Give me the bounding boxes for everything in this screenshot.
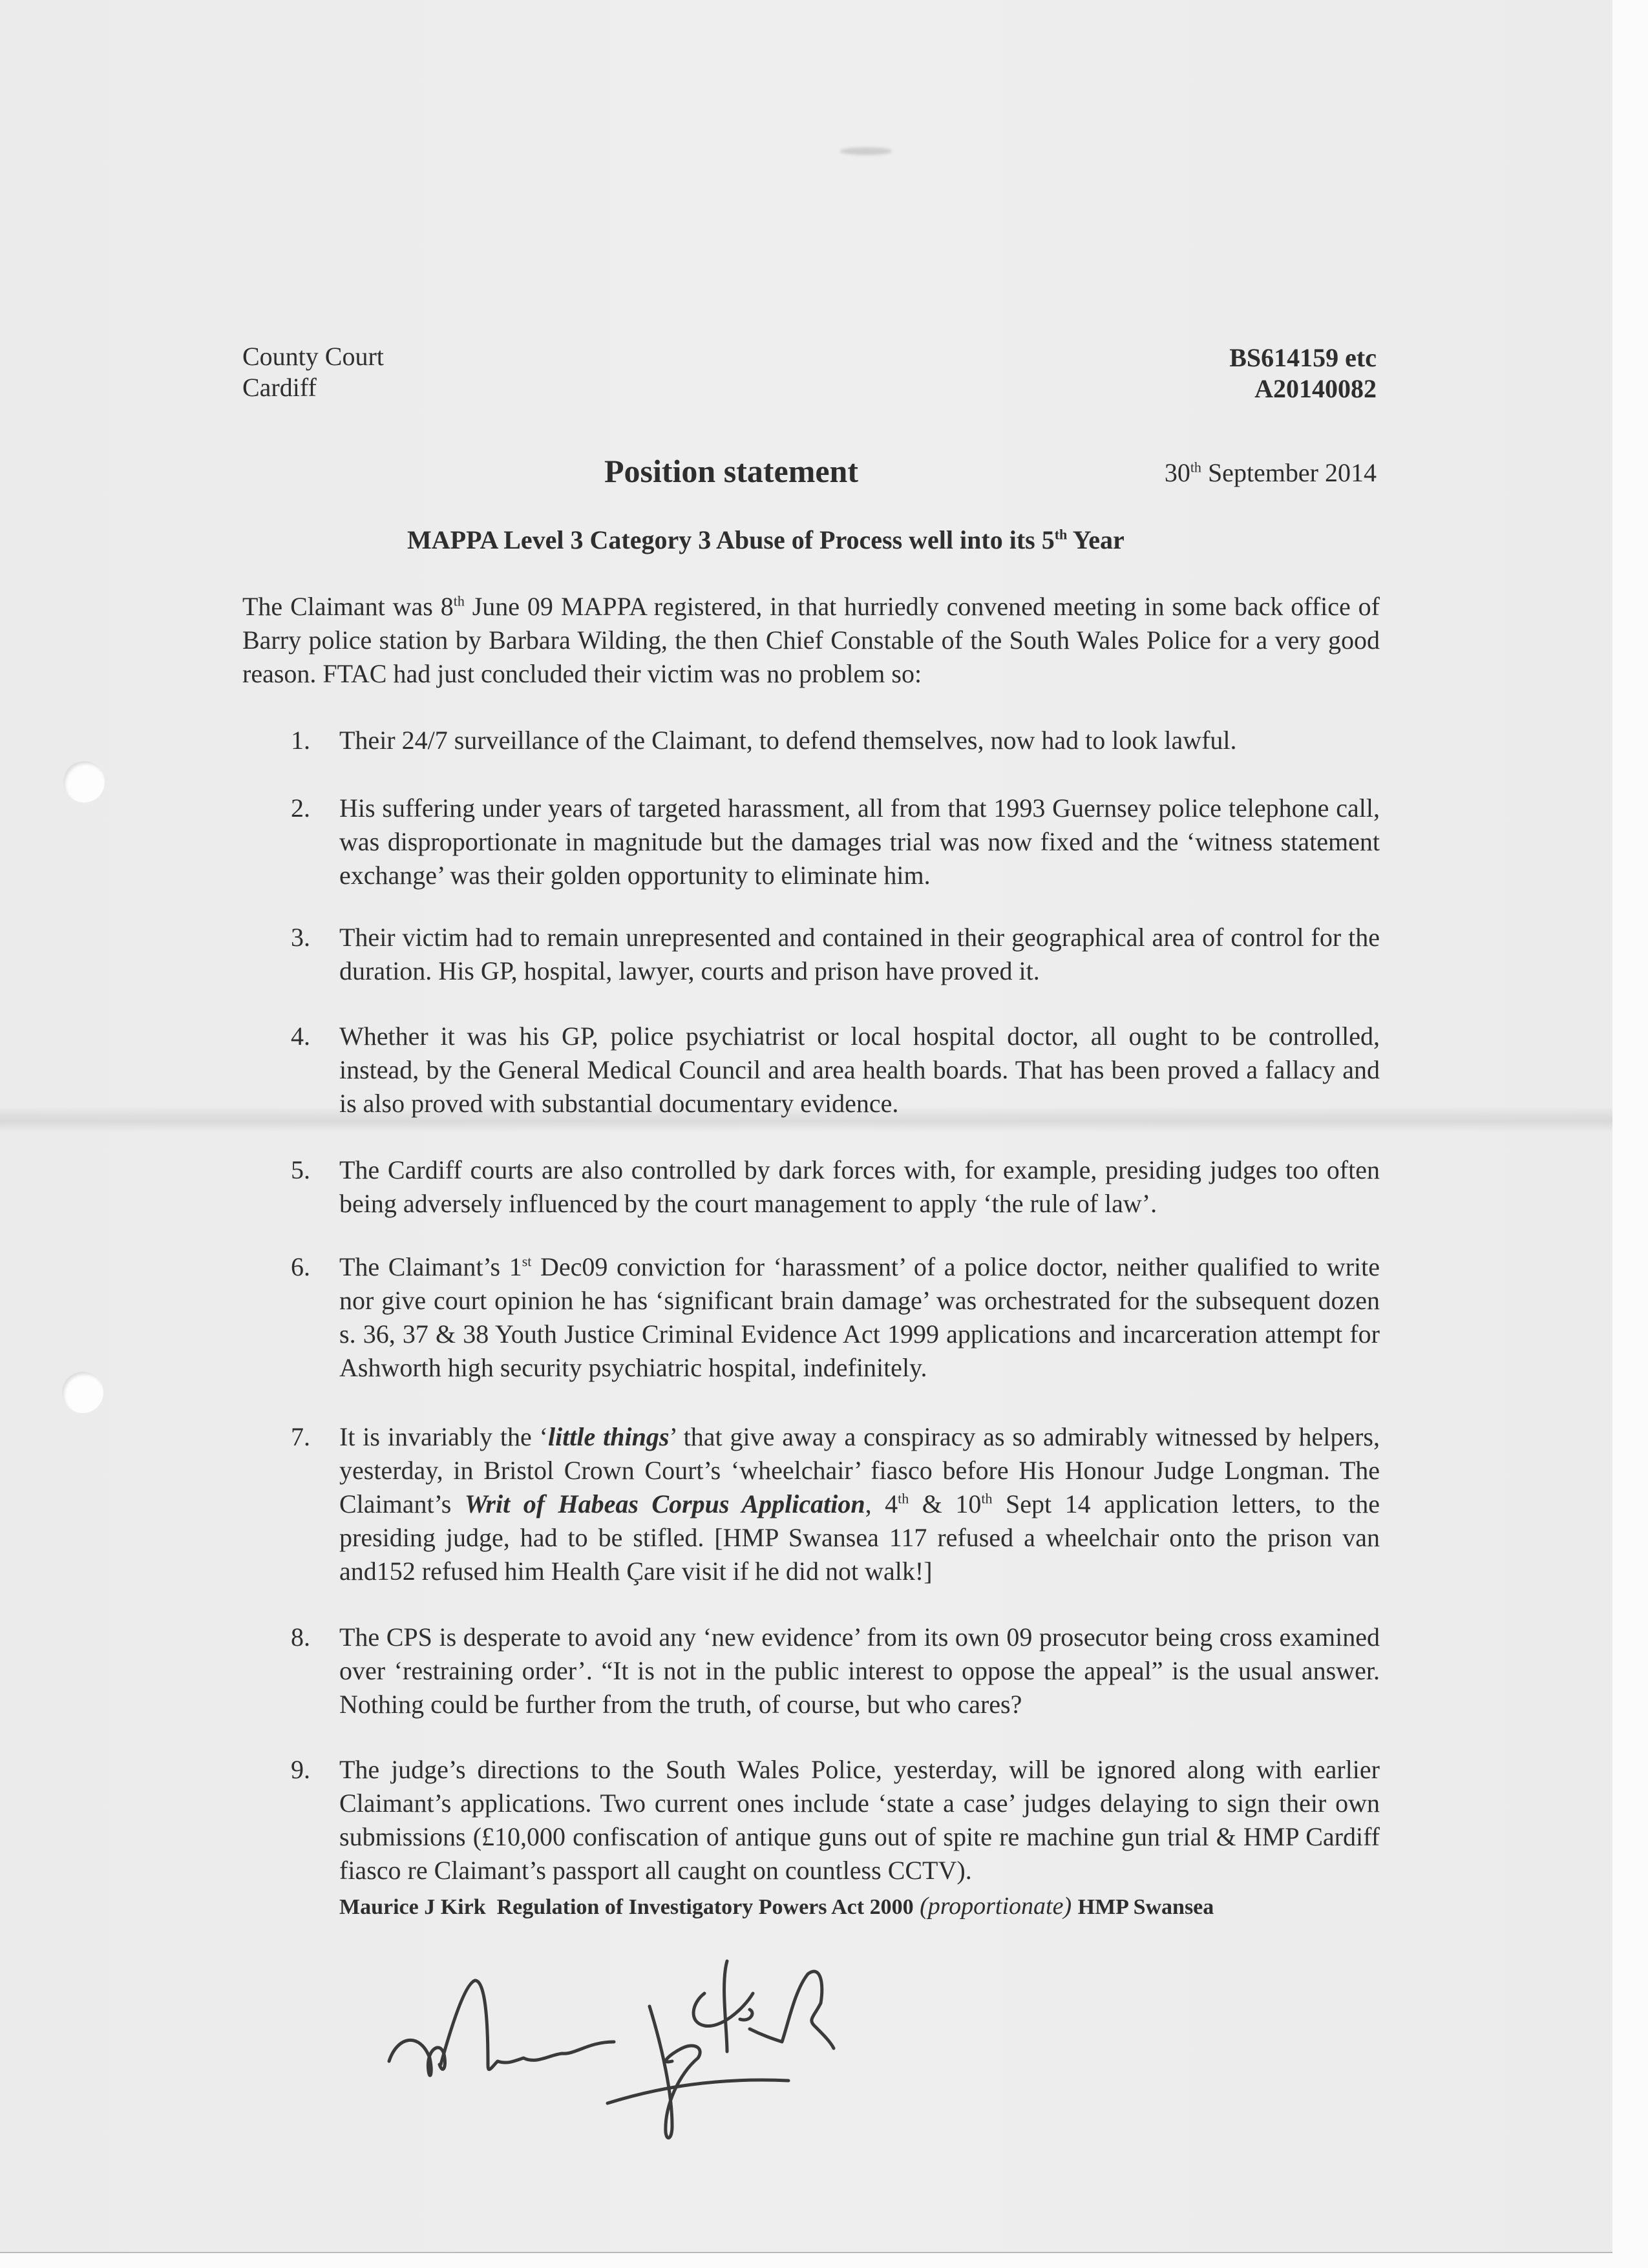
document-date: 30th September 2014: [1164, 458, 1377, 487]
smudge-mark: [840, 147, 892, 155]
case-reference-1: BS614159 etc: [1229, 343, 1377, 372]
handwritten-signature-icon: [368, 1945, 1144, 2158]
item-text: The Claimant’s 1st Dec09 conviction for ‘harassment’ of a police doctor, neither qualified to write nor give court opinion he has ‘significant brain damage’ was orchestrated for the subsequent dozen s. 36, 37 & 38 Youth Justice Criminal Evidence Act 1999 applications and incarceration attempt for Ashworth high security psychiatric hospital, indefinitely.: [339, 1252, 1380, 1382]
item-text: Their victim had to remain unrepresented and contained in their geographical area of control for the duration. His GP, hospital, lawyer, courts and prison have proved it.: [339, 923, 1380, 985]
list-item: [291, 1020, 1380, 1120]
document-title: Position statement: [604, 453, 858, 489]
case-reference-2: A20140082: [1254, 374, 1377, 403]
item-number: 5.: [291, 1155, 310, 1184]
punch-hole-icon: [63, 761, 105, 803]
intro-paragraph: The Claimant was 8th June 09 MAPPA registered, in that hurriedly convened meeting in some back office of Barry police station by Barbara Wilding, the then Chief Constable of the South Wales Police for a very good reason. FTAC had just concluded their victim was no problem so:: [242, 592, 1380, 688]
list-item: [291, 1153, 1380, 1221]
list-item: [291, 921, 1380, 988]
list-item: [291, 1753, 1380, 1887]
item-number: 8.: [291, 1622, 310, 1652]
emphasis-little-things: little things: [547, 1422, 670, 1451]
item-text: It is invariably the ‘little things’ that give away a conspiracy as so admirably witnessed by helpers, yesterday, in Bristol Crown Court’s ‘wheelchair’ fiasco before His Honour Judge Longman. The Claimant’s Writ of Habeas Corpus Application, 4th & 10th Sept 14 application letters, to the presiding judge, had to be stifled. [HMP Swansea 117 refused a wheelchair onto the prison van and152 refused him Health Çare visit if he did not walk!]: [339, 1422, 1380, 1586]
item-number: 6.: [291, 1252, 310, 1281]
list-item: [291, 1250, 1380, 1385]
list-item: [291, 724, 1380, 757]
item-text: His suffering under years of targeted harassment, all from that 1993 Guernsey police telephone call, was disproportionate in magnitude but the damages trial was now fixed and the ‘witness statement exchange’ was their golden opportunity to eliminate him.: [339, 793, 1380, 890]
item-number: 7.: [291, 1422, 310, 1451]
item-text: Whether it was his GP, police psychiatrist or local hospital doctor, all ought to be controlled, instead, by the General Medical Council and area health boards. That has been proved a fallacy and is also proved with substantial documentary evidence.: [339, 1022, 1380, 1118]
item-text: The judge’s directions to the South Wales Police, yesterday, will be ignored along with earlier Claimant’s applications. Two current ones include ‘state a case’ judges delaying to sign their own submissions (£10,000 confiscation of antique guns out of spite re machine gun trial & HMP Cardiff fiasco re Claimant’s passport all caught on countless CCTV).: [339, 1755, 1380, 1885]
item-text: The Cardiff courts are also controlled by dark forces with, for example, presiding judges too often being adversely influenced by the court management to apply ‘the rule of law’.: [339, 1155, 1380, 1218]
emphasis-writ-title: Writ of Habeas Corpus Application: [464, 1489, 865, 1518]
item-number: 2.: [291, 793, 310, 823]
court-location: Cardiff: [242, 373, 317, 402]
item-text: Their 24/7 surveillance of the Claimant, to defend themselves, now had to look lawful.: [339, 726, 1237, 755]
item-text: The CPS is desperate to avoid any ‘new evidence’ from its own 09 prosecutor being cross examined over ‘restraining order’. “It is not in the public interest to oppose the appeal” is the usual answer. Nothing could be further from the truth, of course, but who cares?: [339, 1622, 1380, 1719]
document-subtitle: MAPPA Level 3 Category 3 Abuse of Process well into its 5th Year: [407, 525, 1125, 554]
list-item: [291, 1420, 1380, 1588]
item-number: 9.: [291, 1755, 310, 1784]
signature-caption: Maurice J Kirk Regulation of Investigatory Powers Act 2000 (proportionate) HMP Swansea: [339, 1893, 1214, 1920]
list-item: [291, 792, 1380, 892]
item-number: 4.: [291, 1022, 310, 1051]
list-item: [291, 1621, 1380, 1721]
court-name: County Court: [242, 342, 384, 371]
item-number: 3.: [291, 923, 310, 952]
punch-hole-icon: [62, 1372, 103, 1413]
item-number: 1.: [291, 726, 310, 755]
